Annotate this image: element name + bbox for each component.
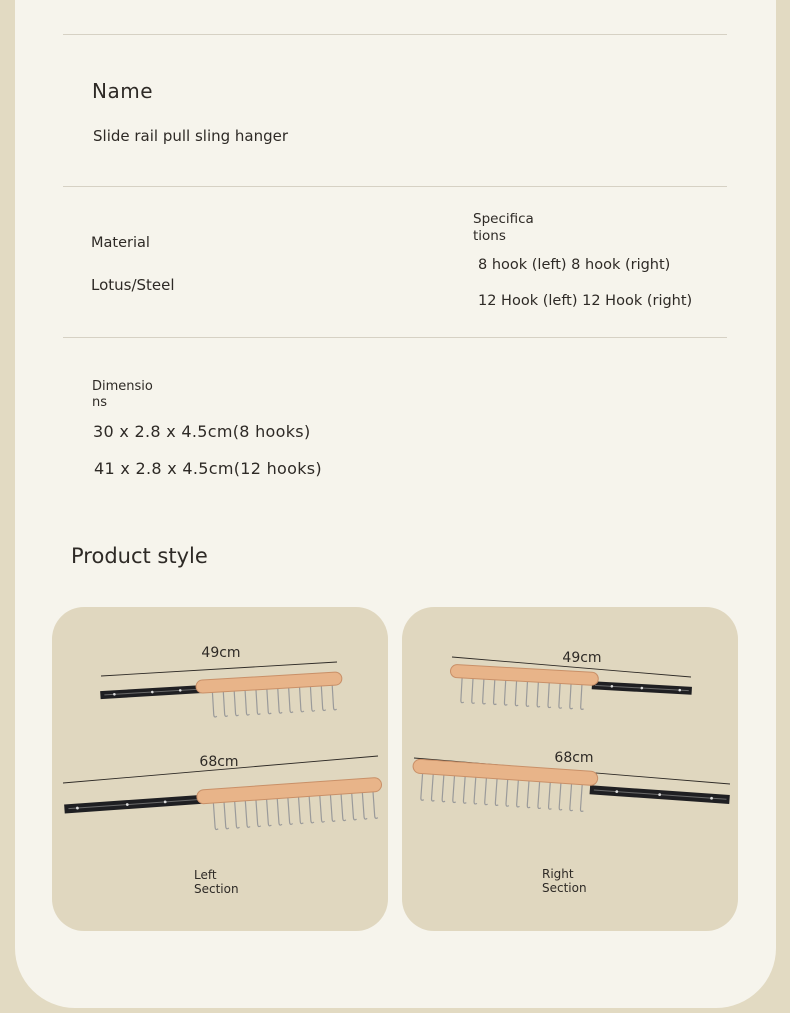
short-length-label: 49cm <box>562 650 602 666</box>
hook-icon <box>483 677 487 704</box>
hook-icon <box>461 676 465 703</box>
hook-icon <box>570 682 574 709</box>
hook-icon <box>516 778 521 807</box>
divider <box>63 337 727 338</box>
hook-icon <box>341 792 346 821</box>
hook-icon <box>570 782 575 811</box>
long-length-label: 68cm <box>199 754 239 770</box>
hook-icon <box>504 678 508 705</box>
hook-icon <box>223 690 228 717</box>
hook-icon <box>278 686 283 713</box>
hook-icon <box>245 688 250 715</box>
hook-icon <box>321 684 326 711</box>
hook-icon <box>526 680 530 707</box>
divider <box>63 34 727 35</box>
name-heading: Name <box>92 79 154 103</box>
hook-icon <box>472 677 476 704</box>
hook-icon <box>548 780 553 809</box>
long-length-label: 68cm <box>554 750 594 766</box>
section-label: Left Section <box>194 868 239 896</box>
product-card-left <box>52 607 388 931</box>
hook-icon <box>234 689 239 716</box>
hook-icon <box>309 794 314 823</box>
hook-icon <box>493 678 497 705</box>
hook-icon <box>277 796 282 825</box>
hook-icon <box>330 793 335 822</box>
hook-icon <box>463 775 468 804</box>
dimension-value: 30 x 2.8 x 4.5cm(8 hooks) <box>93 422 311 441</box>
dimensions-heading: Dimensions <box>92 379 153 410</box>
hook-icon <box>495 777 500 806</box>
material-value: Lotus/Steel <box>91 276 175 294</box>
hook-icon <box>527 779 532 808</box>
short-length-label: 49cm <box>201 645 241 661</box>
hook-icon <box>580 783 585 812</box>
hook-icon <box>537 680 541 707</box>
specifications-heading: Specifications <box>473 211 534 244</box>
hook-icon <box>266 797 271 826</box>
specification-value: 12 Hook (left) 12 Hook (right) <box>478 293 693 309</box>
specification-value: 8 hook (left) 8 hook (right) <box>478 257 671 273</box>
hook-icon <box>332 683 337 710</box>
product-style-heading: Product style <box>71 544 208 568</box>
section-label: Right Section <box>542 867 587 895</box>
dimension-value: 41 x 2.8 x 4.5cm(12 hooks) <box>94 459 322 478</box>
hook-icon <box>559 681 563 708</box>
hook-icon <box>267 687 272 714</box>
hook-icon <box>224 800 229 829</box>
hook-icon <box>288 796 293 825</box>
name-value: Slide rail pull sling hanger <box>93 127 289 145</box>
hook-icon <box>256 798 261 827</box>
hook-icon <box>212 690 217 717</box>
divider <box>63 186 727 187</box>
hook-icon <box>559 781 564 810</box>
hook-icon <box>506 778 511 807</box>
hook-icon <box>256 688 261 715</box>
hook-icon <box>421 772 426 801</box>
product-card-right <box>402 607 738 931</box>
hook-icon <box>548 681 552 708</box>
hook-icon <box>453 774 458 803</box>
hook-icon <box>538 780 543 809</box>
hook-icon <box>245 799 250 828</box>
hook-icon <box>474 775 479 804</box>
hook-icon <box>515 679 519 706</box>
hook-icon <box>431 772 436 801</box>
hook-icon <box>320 793 325 822</box>
hook-icon <box>352 791 357 820</box>
hook-icon <box>442 773 447 802</box>
hook-icon <box>310 684 315 711</box>
hook-icon <box>213 801 218 830</box>
hook-icon <box>298 795 303 824</box>
hook-icon <box>362 790 367 819</box>
hook-icon <box>373 790 378 819</box>
hook-icon <box>299 685 304 712</box>
material-heading: Material <box>91 235 150 251</box>
hook-icon <box>289 686 294 713</box>
hook-icon <box>235 799 240 828</box>
hook-icon <box>581 683 585 710</box>
hook-icon <box>485 776 490 805</box>
